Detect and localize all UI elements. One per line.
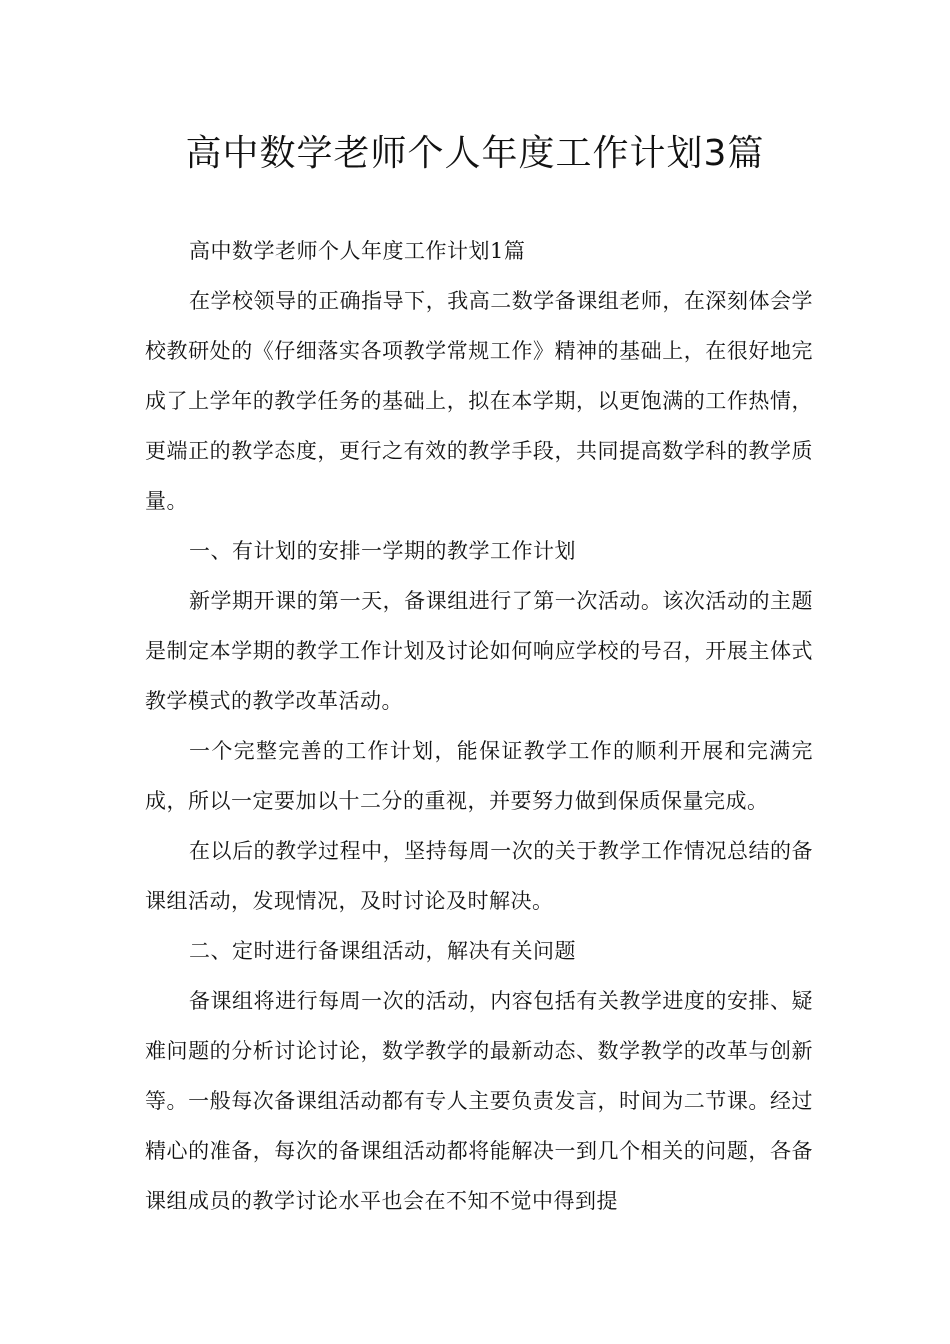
document-body — [145, 226, 813, 1226]
paragraph: 在以后的教学过程中，坚持每周一次的关于教学工作情况总结的备课组活动，发现情况，及时讨论及时解决。 — [145, 839, 813, 913]
paragraph-subtitle: 高中数学老师个人年度工作计划1篇 — [189, 239, 526, 263]
section-heading-1: 一、有计划的安排一学期的教学工作计划 — [189, 539, 576, 563]
document-title: 高中数学老师个人年度工作计划3篇 — [185, 133, 765, 174]
paragraph: 备课组将进行每周一次的活动，内容包括有关教学进度的安排、疑难问题的分析讨论讨论，数学教学的最新动态、数学教学的改革与创新等。一般每次备课组活动都有专人主要负责发言，时间为二节课。经过精心的准备，每次的备课组活动都将能解决一到几个相关的问题，各备课组成员的教学讨论水平也会在不知不觉中得到提 — [145, 989, 813, 1213]
paragraph: 新学期开课的第一天，备课组进行了第一次活动。该次活动的主题是制定本学期的教学工作计划及讨论如何响应学校的号召，开展主体式教学模式的教学改革活动。 — [145, 589, 813, 713]
paragraph-intro: 在学校领导的正确指导下，我高二数学备课组老师，在深刻体会学校教研处的《仔细落实各项教学常规工作》精神的基础上，在很好地完成了上学年的教学任务的基础上，拟在本学期，以更饱满的工作热情，更端正的教学态度，更行之有效的教学手段，共同提高数学科的教学质量。 — [145, 289, 813, 513]
paragraph: 一个完整完善的工作计划，能保证教学工作的顺利开展和完满完成，所以一定要加以十二分的重视，并要努力做到保质保量完成。 — [145, 739, 813, 813]
section-heading-2: 二、定时进行备课组活动，解决有关问题 — [189, 939, 576, 963]
